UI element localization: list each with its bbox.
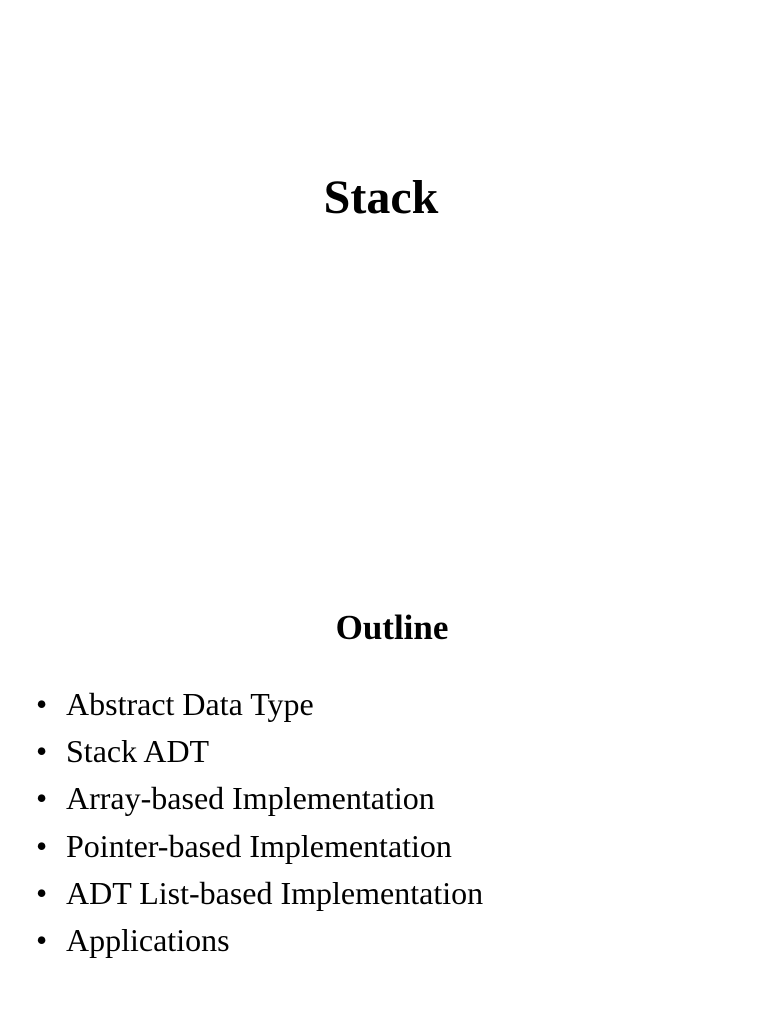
list-item <box>36 775 483 822</box>
list-item <box>36 823 483 870</box>
list-item-text: Applications <box>66 921 230 958</box>
list-item-text: ADT List-based Implementation <box>66 874 484 911</box>
bullet-icon: • <box>36 921 48 958</box>
list-item <box>36 681 483 728</box>
outline-list <box>36 681 483 964</box>
bullet-icon: • <box>36 780 48 817</box>
list-item-text: Stack ADT <box>66 733 210 770</box>
list-item <box>36 870 483 917</box>
slide-title: Stack <box>323 171 439 224</box>
bullet-icon: • <box>36 686 48 722</box>
list-item-text: Pointer-based Implementation <box>66 827 452 864</box>
bullet-icon: • <box>36 874 48 911</box>
list-item-text: Abstract Data Type <box>66 686 314 722</box>
outline-heading: Outline <box>335 608 449 647</box>
bullet-icon: • <box>36 827 48 864</box>
list-item <box>36 728 483 775</box>
bullet-icon: • <box>36 733 48 770</box>
list-item <box>36 917 483 964</box>
list-item-text: Array-based Implementation <box>66 780 435 817</box>
